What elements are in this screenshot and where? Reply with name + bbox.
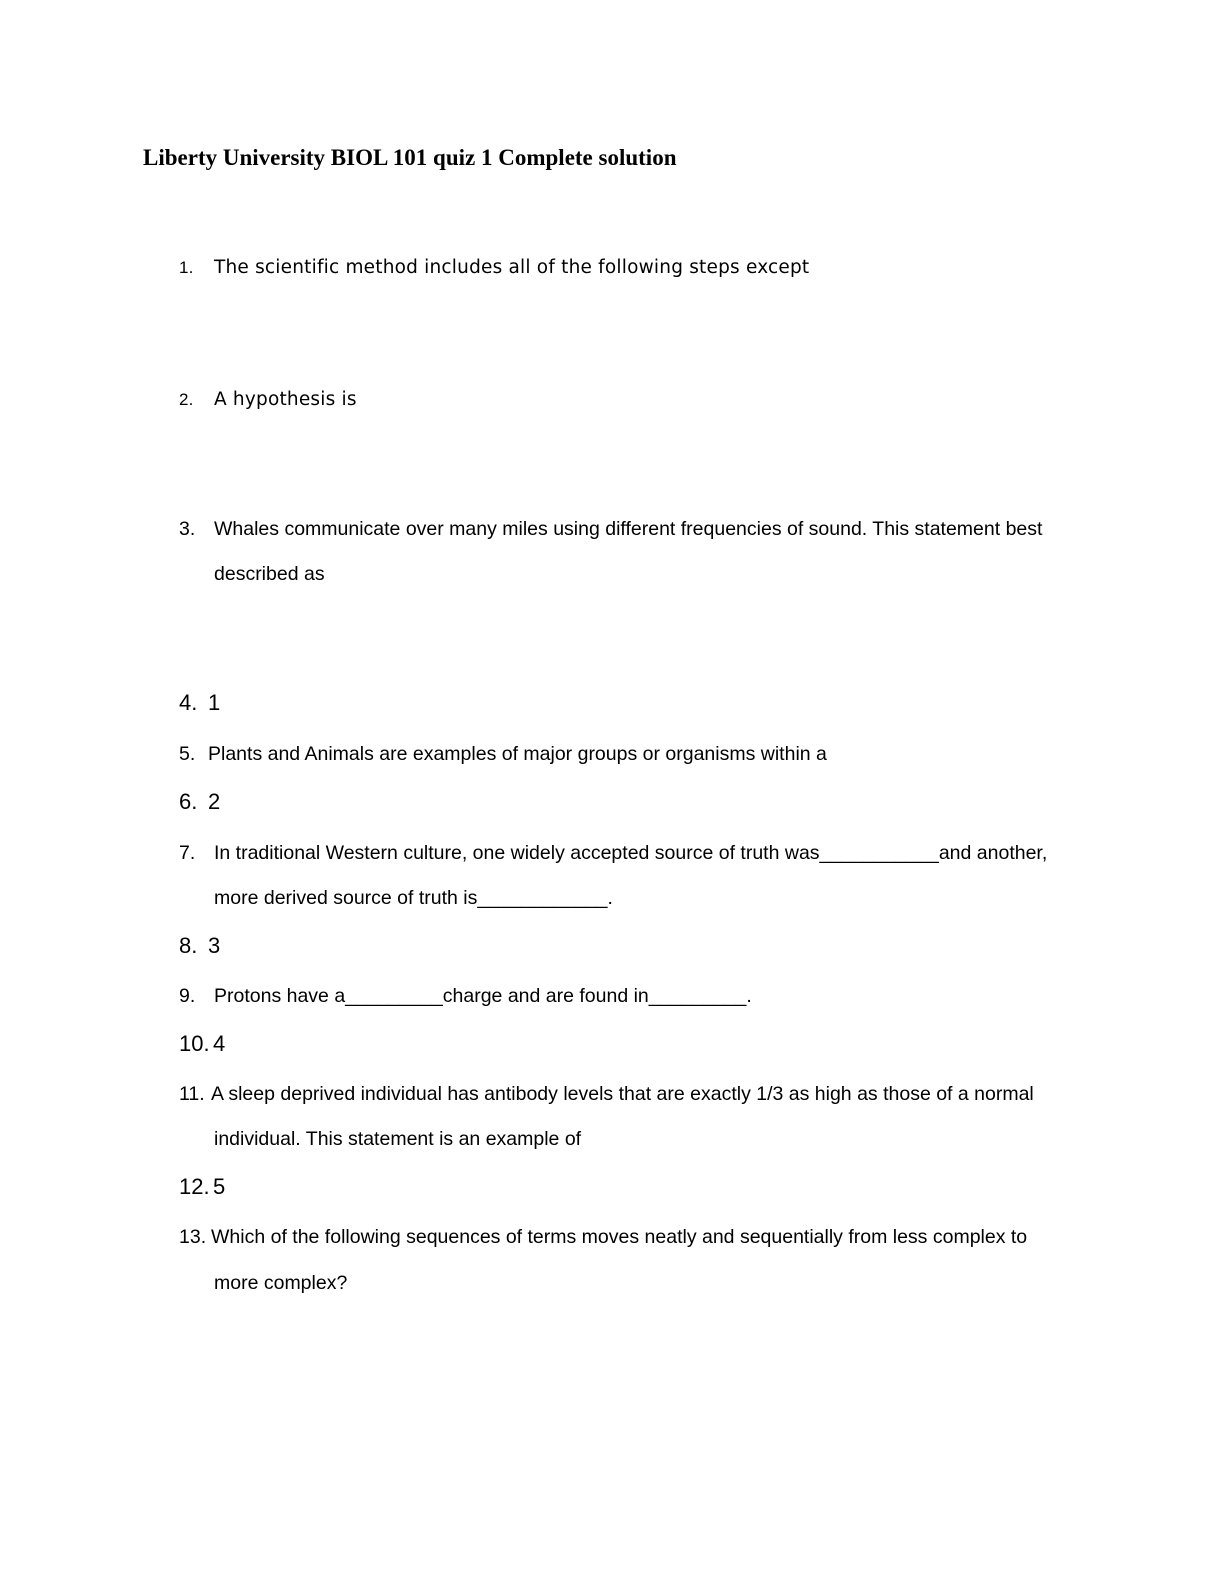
question-number: 10.	[179, 1031, 210, 1056]
question-number: 11.	[179, 1083, 205, 1105]
question-6	[179, 788, 220, 816]
question-13	[179, 1224, 1027, 1250]
question-text: 5	[213, 1174, 226, 1199]
question-text: A hypothesis is	[214, 389, 357, 410]
question-8	[179, 932, 220, 960]
question-3-continuation: described as	[214, 563, 325, 585]
question-number: 8.	[179, 933, 198, 958]
question-text: 2	[208, 789, 221, 814]
question-text: Protons have a_________charge and are found in_________.	[214, 985, 752, 1007]
question-4	[179, 689, 220, 717]
question-number: 3.	[179, 518, 196, 540]
question-11	[179, 1081, 1034, 1107]
question-text: The scientific method includes all of the following steps except	[214, 257, 810, 278]
question-number: 4.	[179, 690, 198, 715]
question-number: 9.	[179, 985, 196, 1007]
question-5	[179, 741, 827, 767]
question-text: Plants and Animals are examples of major groups or organisms within a	[208, 743, 827, 765]
question-1	[179, 255, 809, 281]
question-number: 2.	[179, 390, 194, 409]
question-text: 1	[208, 690, 221, 715]
question-number: 12.	[179, 1174, 210, 1199]
question-number: 1.	[179, 258, 194, 277]
question-number: 5.	[179, 743, 196, 765]
question-text: A sleep deprived individual has antibody levels that are exactly 1/3 as high as those of a normal	[211, 1083, 1034, 1105]
question-7-continuation: more derived source of truth is____________.	[214, 887, 613, 909]
question-text: 3	[208, 933, 221, 958]
question-number: 13.	[179, 1226, 207, 1248]
question-3	[179, 516, 1042, 542]
question-2	[179, 387, 357, 413]
question-text: 4	[213, 1031, 226, 1056]
question-number: 6.	[179, 789, 198, 814]
question-7	[179, 840, 1047, 866]
question-12	[179, 1173, 225, 1201]
document-title: Liberty University BIOL 101 quiz 1 Complete solution	[143, 145, 677, 170]
question-10	[179, 1030, 225, 1058]
question-number: 7.	[179, 842, 196, 864]
question-text: Whales communicate over many miles using different frequencies of sound. This statement best	[214, 518, 1043, 540]
question-9	[179, 983, 752, 1009]
question-13-continuation: more complex?	[214, 1272, 348, 1294]
question-text: Which of the following sequences of terms moves neatly and sequentially from less complex to	[211, 1226, 1028, 1248]
question-11-continuation: individual. This statement is an example of	[214, 1128, 582, 1150]
question-text: In traditional Western culture, one widely accepted source of truth was___________and another,	[214, 842, 1048, 864]
